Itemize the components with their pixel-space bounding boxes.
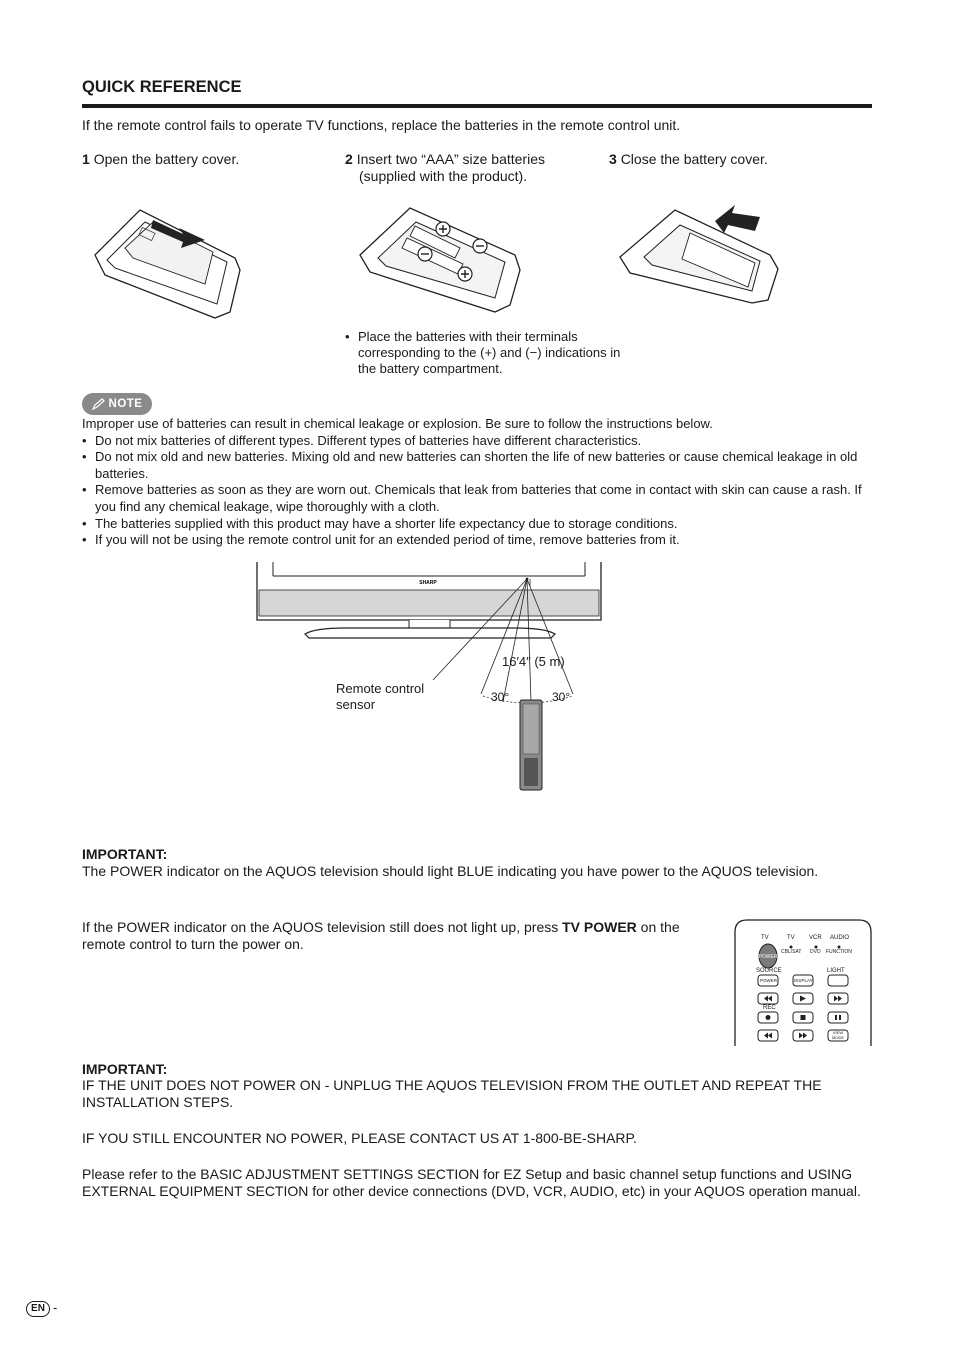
remote-label-tv: TV [761, 935, 769, 941]
angle-left-label: 30° [491, 690, 510, 704]
remote-label-tv-mode: TV [787, 935, 795, 941]
note-item: • Do not mix batteries of different types. Different types of batteries have different characteristics. [82, 433, 872, 450]
remote-label-cbl-sat: CBL/SAT [781, 949, 802, 955]
tv-power-text-pre: If the POWER indicator on the AQUOS television still does not light up, press [82, 919, 563, 935]
angle-right-label: 30° [552, 690, 571, 704]
intro-text: If the remote control fails to operate TV functions, replace the batteries in the remote control unit. [82, 117, 681, 133]
pause-button[interactable] [828, 1012, 848, 1023]
close-cover-illustration [620, 195, 785, 310]
note-item: • If you will not be using the remote control unit for an extended period of time, remove batteries from it. [82, 532, 872, 549]
light-button[interactable] [828, 975, 848, 986]
remote-label-source: SOURCE [756, 968, 782, 974]
important-heading-2: IMPORTANT: [82, 1061, 168, 1077]
important-text-unplug: IF THE UNIT DOES NOT POWER ON - UNPLUG THE AQUOS TELEVISION FROM THE OUTLET AND REPEAT THE INSTALLATION STEPS. [82, 1077, 822, 1110]
remote-label-view-mode: VIEW MODE [832, 1030, 844, 1040]
open-cover-illustration [95, 200, 245, 325]
title-rule [82, 104, 872, 108]
tv-brand-logo: SHARP [419, 580, 437, 586]
remote-label-function: FUNCTION [826, 949, 852, 955]
remote-label-light: LIGHT [827, 968, 845, 974]
battery-orientation-tip: • Place the batteries with their terminals corresponding to the (+) and (−) indications in the battery compartment. [345, 329, 623, 377]
remote-range-diagram [255, 562, 615, 794]
step-2 [345, 151, 599, 185]
note-item: • The batteries supplied with this product may have a shorter life expectancy due to storage conditions. [82, 516, 872, 533]
tv-power-bold: TV POWER [562, 919, 637, 935]
sensor-label: Remote control sensor [336, 681, 425, 712]
language-badge: EN [26, 1301, 50, 1317]
remote-label-power: POWER [760, 978, 778, 983]
step-1-number: 1 [82, 151, 90, 167]
step-2-text: Insert two “AAA” size batteries (supplied with the product). [356, 151, 545, 184]
step-1 [82, 151, 322, 168]
remote-label-display: DISPLAY [794, 978, 813, 983]
tv-power-instruction [82, 919, 702, 953]
insert-batteries-illustration [360, 200, 525, 320]
important-heading-1: IMPORTANT: [82, 846, 168, 862]
important-text-contact: IF YOU STILL ENCOUNTER NO POWER, PLEASE CONTACT US AT 1-800-BE-SHARP. [82, 1130, 637, 1146]
remote-label-audio: AUDIO [830, 935, 850, 941]
range-distance-label: 16′4″ (5 m) [502, 654, 565, 669]
tv-power-button-label: POWER [758, 954, 778, 960]
tv-power-text-post: on the remote control to turn the power on. [82, 919, 680, 952]
step-3-number: 3 [609, 151, 617, 167]
step-3-text: Close the battery cover. [620, 151, 768, 167]
page-number-dash: - [53, 1300, 58, 1315]
note-badge [82, 393, 152, 415]
remote-label-vcr: VCR [809, 935, 822, 941]
step-3 [609, 151, 849, 168]
note-label: NOTE [108, 398, 143, 410]
note-intro: Improper use of batteries can result in chemical leakage or explosion. Be sure to follow the instructions below. [82, 416, 713, 431]
note-item: • Remove batteries as soon as they are worn out. Chemicals that leak from batteries that come in contact with skin can cause a rash. If you find any chemical leakage, wipe thoroughly with a cloth. [82, 482, 872, 515]
remote-closeup [733, 918, 873, 1046]
page-title: QUICK REFERENCE [82, 78, 242, 96]
important-text-refer: Please refer to the BASIC ADJUSTMENT SETTINGS SECTION for EZ Setup and basic channel setup functions and USING EXTERNAL EQUIPMENT SECTION for other device connections (DVD, VCR, AUDIO, etc) in your AQUOS operation manual. [82, 1166, 861, 1199]
remote-label-dvd: DVD [810, 949, 821, 955]
step-1-text: Open the battery cover. [93, 151, 240, 167]
note-item: • Do not mix old and new batteries. Mixing old and new batteries can shorten the life of new batteries or cause chemical leakage in old batteries. [82, 449, 872, 482]
pencil-icon [92, 398, 106, 410]
important-text-1: The POWER indicator on the AQUOS television should light BLUE indicating you have power to the AQUOS television. [82, 863, 819, 879]
note-list [82, 416, 872, 549]
remote-label-rec: REC [763, 1005, 776, 1011]
step-2-number: 2 [345, 151, 353, 167]
